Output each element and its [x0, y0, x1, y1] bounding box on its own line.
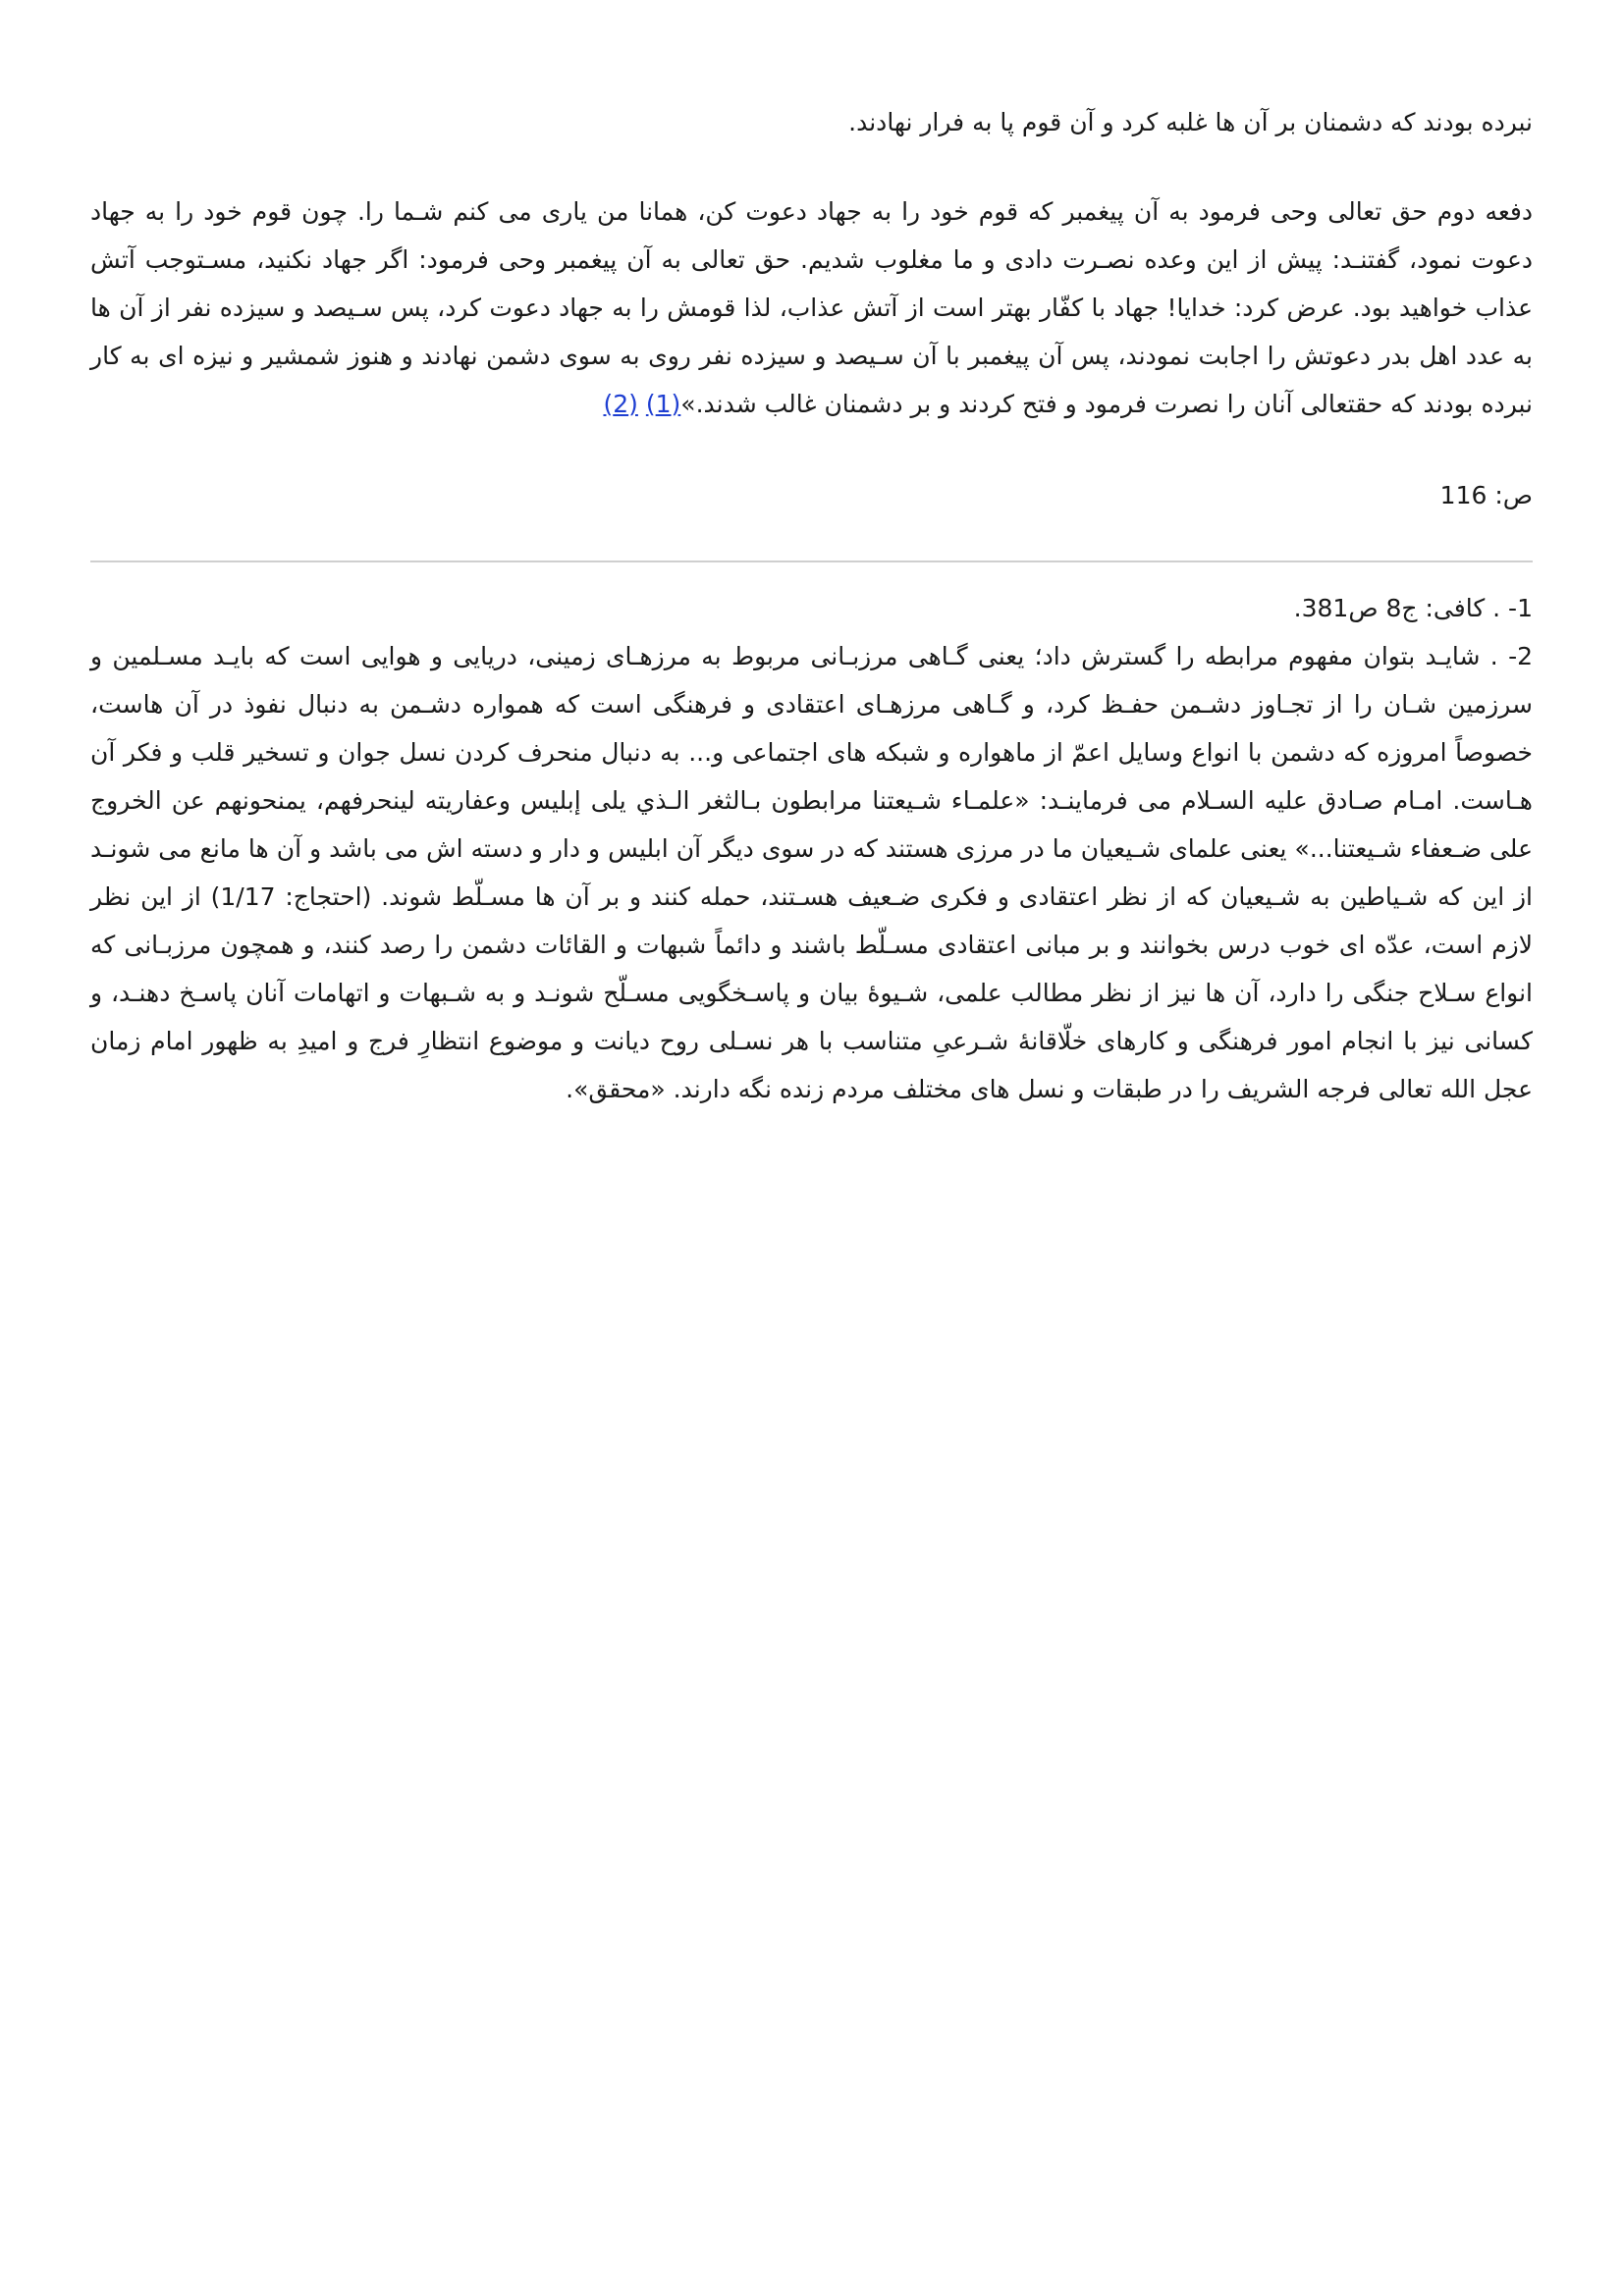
footnote-2: 2- . شایـد بتوان مفهوم مرابطه را گسترش داد؛ یعنی گـاهی مرزبـانی مربوط به مرزهـای زمینی، دریایی و هوایی است که بایـد مسـلمین و سرزمین شـان را از تجـاوز دشـمن حفـظ کرد، و گـاهی مرزهـای اعتقادی و فرهنگی است که همواره دشـمن به دنبال نفوذ در آن هاست، خصوصاً امروزه که دشمن با انواع وسایل اعمّ از ماهواره و شبکه های اجتماعی و... به دنبال منحرف کردن نسل جوان و تسخیر قلب و فکر آن هـاست. امـام صـادق علیه السـلام می فرماینـد: «علمـاء شـیعتنا مرابطون بـالثغر الـذي یلی إبلیس وعفاریته لینحرفهم، یمنحونهم عن الخروج علی ضـعفاء شـیعتنا...» یعنی علمای شـیعیان ما در مرزی هستند که در سوی دیگر آن ابلیس و دار و دسته اش می باشد و آن ها مانع می شونـد از این که شـیاطین به شـیعیان که از نظر اعتقادی و فکری ضـعیف هسـتند، حمله کنند و بر آن ها مسـلّط شوند. (احتجاج: 1/17) از این نظر لازم است، عدّه ای خوب درس بخوانند و بر مبانی اعتقادی مسـلّط باشند و دائماً شبهات و القائات دشمن را رصد کنند، و همچون مرزبـانی که انواع سـلاح جنگی را دارد، آن ها نیز از نظر مطالب علمی، شـیوۀ بیان و پاسـخگویی مسـلّح شونـد و به شـبهات و اتهامات آنان پاسـخ دهنـد، و کسانی نیز با انجام امور فرهنگی و کارهای خلّاقانۀ شـرعیِ متناسب با هر نسـلی روح دیانت و موضوع انتظارِ فرج و امیدِ به ظهور امام زمان عجل الله تعالی فرجه الشریف را در طبقات و نسل های مختلف مردم زنده نگه دارند. «محقق». [90, 642, 1533, 1103]
paragraph-main [90, 187, 1533, 428]
footnote-1: 1- . کافی: ج8 ص381. [1293, 594, 1533, 622]
footnote-link-separator [638, 390, 646, 418]
page-number: ص: 116 [1439, 481, 1533, 509]
paragraph-continuation: نبرده بودند که دشمنان بر آن ها غلبه کرد و آن قوم پا به فرار نهادند. [848, 108, 1533, 136]
document-page [90, 98, 1533, 2296]
footnote-link-2[interactable]: (2) [603, 390, 638, 418]
footnote-divider [90, 561, 1533, 562]
paragraph-main-text: دفعه دوم حق تعالی وحی فرمود به آن پیغمبر که قوم خود را به جهاد دعوت کن، همانا من یاری می کنم شـما را. چون قوم خود را به جهاد دعوت نمود، گفتنـد: پیش از این وعده نصـرت دادی و ما مغلوب شدیم. حق تعالی به آن پیغمبر وحی فرمود: اگر جهاد نکنید، مسـتوجب آتش عذاب خواهید بود. عرض کرد: خدایا! جهاد با کفّار بهتر است از آتش عذاب، لذا قومش را به جهاد دعوت کرد، پس سـیصد و سیزده نفر از آن ها به عدد اهل بدر دعوتش را اجابت نمودند، پس آن پیغمبر با آن سـیصد و سیزده نفر روی به سوی دشمن نهادند و هنوز شمشیر و نیزه ای به کار نبرده بودند که حقتعالی آنان را نصرت فرمود و فتح کردند و بر دشمنان غالب شدند.» [90, 197, 1533, 418]
footnote-link-1[interactable]: (1) [645, 390, 681, 418]
